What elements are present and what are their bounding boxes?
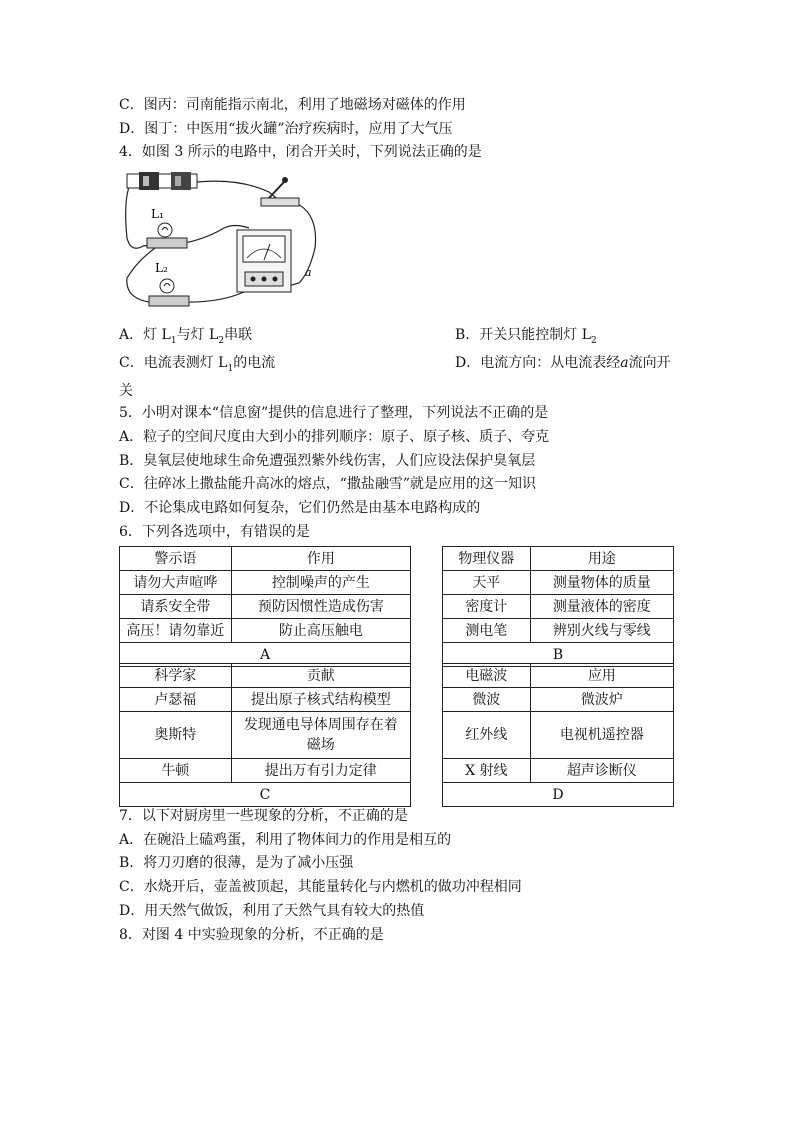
table-row: 请系安全带 预防因惯性造成伤害 <box>120 595 411 619</box>
table-row: 微波 微波炉 <box>443 688 674 712</box>
q4-option-b: B．开关只能控制灯 $L_2$ <box>455 327 597 346</box>
q4-option-a: A．灯 $L_1$与灯 $L_2$串联 <box>119 327 253 346</box>
table-row: 卢瑟福 提出原子核式结构模型 <box>120 688 411 712</box>
table-row: 牛顿 提出万有引力定律 <box>120 759 411 783</box>
table-row: 请勿大声喧哗 控制噪声的产生 <box>120 571 411 595</box>
q7-option-b: B．将刀刃磨的很薄，是为了减小压强 <box>119 855 354 871</box>
table-row: 电磁波 应用 <box>443 664 674 688</box>
q8-stem: 8．对图 4 中实验现象的分析，不正确的是 <box>119 927 384 943</box>
q4-option-d-wrap: 关 <box>119 383 133 399</box>
label-l2: L₂ <box>155 261 168 275</box>
table-row: 密度计 测量液体的密度 <box>443 595 674 619</box>
label-a: a <box>305 266 312 279</box>
q3-option-c: C．图丙：司南能指示南北，利用了地磁场对磁体的作用 <box>119 97 466 113</box>
q4-option-d: D．电流方向：从电流表经a流向开 <box>455 355 671 371</box>
q5-option-b: B．臭氧层使地球生命免遭强烈紫外线伤害，人们应设法保护臭氧层 <box>119 453 536 469</box>
table-row: 测电笔 辨别火线与零线 <box>443 619 674 643</box>
q7-stem: 7．以下对厨房里一些现象的分析，不正确的是 <box>119 808 408 824</box>
battery-icon <box>127 172 197 190</box>
table-row: 红外线 电视机遥控器 <box>443 712 674 759</box>
table-row: 警示语 作用 <box>120 547 411 571</box>
q7-option-d: D．用天然气做饭，利用了天然气具有较大的热值 <box>119 903 425 919</box>
q4-option-c: C．电流表测灯 $L_1$的电流 <box>119 355 276 374</box>
label-l1: L₁ <box>151 207 164 221</box>
q5-option-c: C．往碎冰上撒盐能升高冰的熔点，“撒盐融雪”就是应用的这一知识 <box>119 476 537 492</box>
table-label-row: B <box>443 643 674 667</box>
lamp-l1-icon <box>147 223 187 248</box>
ammeter-icon <box>237 230 291 292</box>
table-row: 奥斯特 发现通电导体周围存在着 磁场 <box>120 712 411 759</box>
q5-option-d: D．不论集成电路如何复杂，它们仍然是由基本电路构成的 <box>119 500 481 516</box>
q6-stem: 6．下列各选项中，有错误的是 <box>119 524 310 540</box>
table-row: X 射线 超声诊断仪 <box>443 759 674 783</box>
q5-option-a: A．粒子的空间尺度由大到小的排列顺序：原子、原子核、质子、夸克 <box>119 429 550 445</box>
table-a <box>119 546 411 667</box>
q7-option-c: C．水烧开后，壶盖被顶起，其能量转化与内燃机的做功冲程相同 <box>119 879 522 895</box>
table-label-row: D <box>443 783 674 807</box>
table-row: 物理仪器 用途 <box>443 547 674 571</box>
table-row: 高压！请勿靠近 防止高压触电 <box>120 619 411 643</box>
q5-stem: 5．小明对课本“信息窗”提供的信息进行了整理，下列说法不正确的是 <box>119 405 549 421</box>
q7-option-a: A．在碗沿上磕鸡蛋，利用了物体间力的作用是相互的 <box>119 832 452 848</box>
table-row: 天平 测量物体的质量 <box>443 571 674 595</box>
table-d <box>442 663 674 807</box>
q3-option-d: D．图丁：中医用“拔火罐”治疗疾病时，应用了大气压 <box>119 121 453 137</box>
table-label-row: C <box>120 783 411 807</box>
table-label-row: A <box>120 643 411 667</box>
table-c <box>119 663 411 807</box>
table-row: 科学家 贡献 <box>120 664 411 688</box>
lamp-l2-icon <box>149 279 189 306</box>
table-b <box>442 546 674 667</box>
q4-stem: 4．如图 3 所示的电路中，闭合开关时，下列说法正确的是 <box>119 144 482 160</box>
circuit-figure <box>119 168 319 318</box>
